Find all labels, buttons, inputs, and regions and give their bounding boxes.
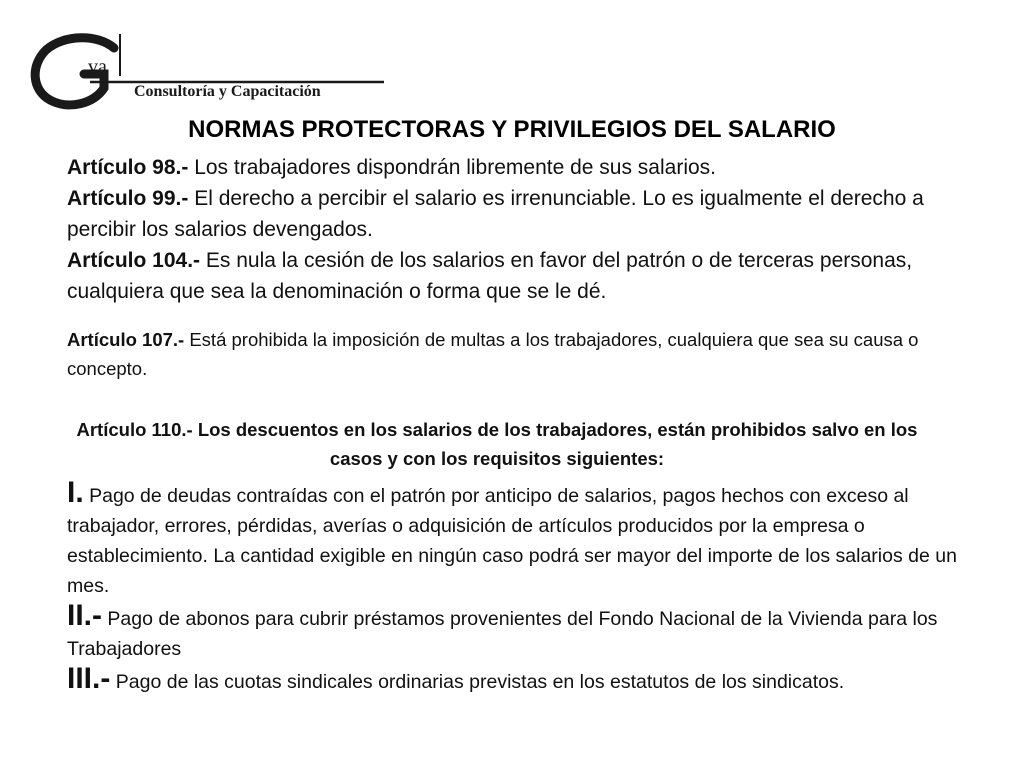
list-item (67, 664, 972, 697)
item-text: Pago de deudas contraídas con el patrón por anticipo de salarios, pagos hechos con exceso al trabajador, errores, pérdidas, averías o adquisición de artículos producidos por la empresa o establecimiento. La cantidad exigible en ningún caso podrá ser mayor del importe de los salarios de un mes. (67, 485, 957, 597)
article-text: Es nula la cesión de los salarios en favor del patrón o de terceras personas, cualquiera que sea la denominación o forma que se le dé. (67, 249, 913, 303)
article-text: El derecho a percibir el salario es irrenunciable. Lo es igualmente el derecho a percibir los salarios devengados. (67, 187, 924, 241)
item-numeral: I. (67, 476, 84, 509)
article-107-block (67, 325, 972, 383)
articles-block (67, 152, 972, 307)
article-label: Artículo 107.- (67, 329, 185, 350)
page-title: NORMAS PROTECTORAS Y PRIVILEGIOS DEL SALARIO (188, 116, 836, 143)
article-text: Los trabajadores dispondrán libremente de sus salarios. (188, 156, 716, 179)
item-numeral: II.- (67, 599, 102, 632)
item-text: Pago de abonos para cubrir préstamos provenientes del Fondo Nacional de la Vivienda para los Trabajadores (67, 608, 938, 660)
article-label: Artículo 98.- (67, 156, 189, 179)
logo-tagline: Consultoría y Capacitación (134, 83, 321, 100)
item-numeral: III.- (67, 662, 111, 695)
list-item (67, 601, 972, 664)
article-label: Artículo 104.- (67, 249, 201, 272)
item-text: Pago de las cuotas sindicales ordinarias previstas en los estatutos de los sindicatos. (110, 671, 845, 693)
list-item (67, 478, 972, 601)
deductions-list (67, 478, 972, 697)
article-98 (67, 152, 972, 183)
article-107 (67, 325, 972, 383)
logo-va-text: va (88, 56, 107, 78)
article-110-heading: Artículo 110.- Los descuentos en los salarios de los trabajadores, están prohibidos salvo en los casos y con los requisitos siguientes: (76, 419, 918, 469)
article-label: Artículo 99.- (67, 187, 189, 210)
article-text: Está prohibida la imposición de multas a los trabajadores, cualquiera que sea su causa o concepto. (67, 329, 919, 379)
article-104 (67, 245, 972, 307)
article-99 (67, 183, 972, 245)
